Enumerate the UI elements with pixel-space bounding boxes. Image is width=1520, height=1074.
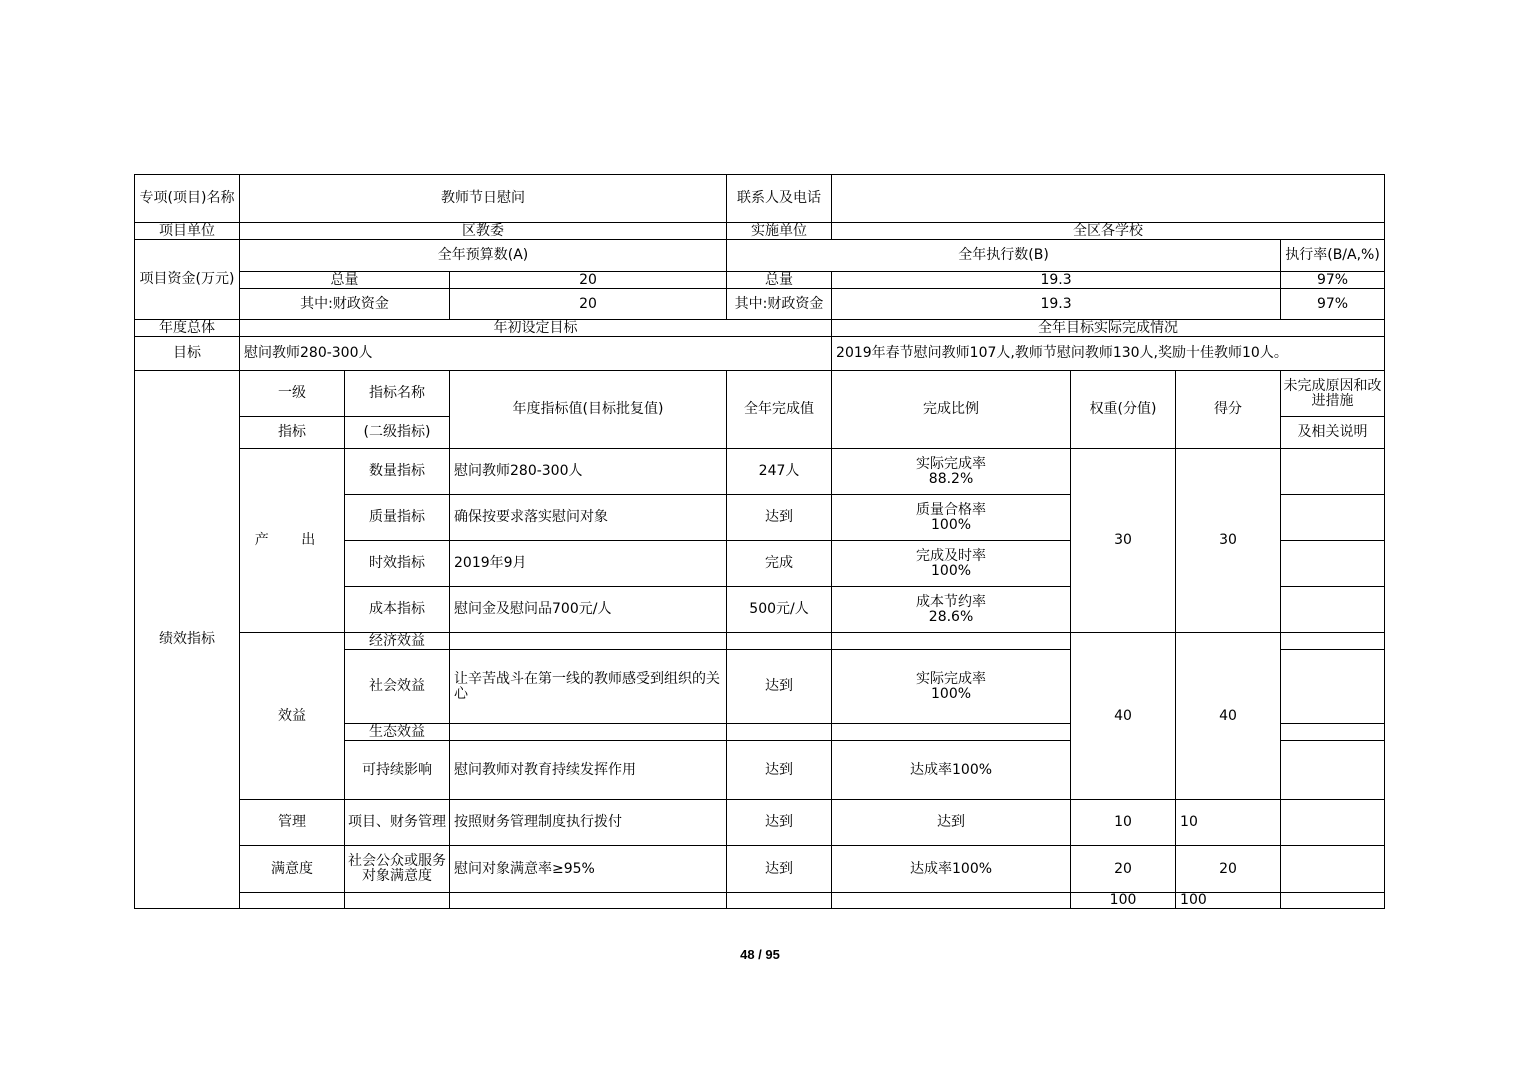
perf-section-label: 绩效指标 <box>135 371 240 909</box>
fiscal-label: 其中:财政资金 <box>240 289 450 320</box>
contact-value <box>832 175 1385 223</box>
benefit-score: 40 <box>1176 633 1281 800</box>
output-label: 产 出 <box>240 449 345 633</box>
social-benefit: 社会效益 <box>345 650 450 724</box>
indicator-reason <box>1281 449 1385 495</box>
ecological-ratio <box>832 724 1071 741</box>
project-name: 教师节日慰问 <box>240 175 727 223</box>
sustain-reason <box>1281 741 1385 800</box>
goals-label-bottom: 目标 <box>135 337 240 371</box>
table-row <box>135 449 1385 495</box>
economic-done <box>727 633 832 650</box>
project-unit: 区教委 <box>240 223 727 240</box>
management-done: 达到 <box>727 800 832 846</box>
sustain-ratio: 达成率100% <box>832 741 1071 800</box>
economic-target <box>450 633 727 650</box>
satisfaction-name: 社会公众或服务对象满意度 <box>345 846 450 893</box>
actual-result: 2019年春节慰问教师107人,教师节慰问教师130人,奖励十佳教师10人。 <box>832 337 1385 371</box>
totals-empty <box>727 893 832 909</box>
funds-label: 项目资金(万元) <box>135 240 240 320</box>
exec-header: 全年执行数(B) <box>727 240 1281 272</box>
budget-header: 全年预算数(A) <box>240 240 727 272</box>
indicator-name-header-a: 指标名称 <box>345 371 450 417</box>
output-weight: 30 <box>1071 449 1176 633</box>
satisfaction-ratio: 达成率100% <box>832 846 1071 893</box>
fiscal-rate: 97% <box>1281 289 1385 320</box>
indicator-ratio: 质量合格率 100% <box>832 495 1071 541</box>
initial-goal-header: 年初设定目标 <box>240 320 832 337</box>
satisfaction-done: 达到 <box>727 846 832 893</box>
ecological-reason <box>1281 724 1385 741</box>
management-reason <box>1281 800 1385 846</box>
impl-unit: 全区各学校 <box>832 223 1385 240</box>
table-row <box>135 800 1385 846</box>
performance-table <box>134 174 1385 909</box>
management-name: 项目、财务管理 <box>345 800 450 846</box>
satisfaction-target: 慰问对象满意率≥95% <box>450 846 727 893</box>
social-done: 达到 <box>727 650 832 724</box>
total-exec-label: 总量 <box>727 272 832 289</box>
indicator-target: 慰问教师280-300人 <box>450 449 727 495</box>
satisfaction-reason <box>1281 846 1385 893</box>
sustain-target: 慰问教师对教育持续发挥作用 <box>450 741 727 800</box>
fiscal-exec: 19.3 <box>832 289 1281 320</box>
total-rate: 97% <box>1281 272 1385 289</box>
satisfaction-label: 满意度 <box>240 846 345 893</box>
indicator-done: 达到 <box>727 495 832 541</box>
management-ratio: 达到 <box>832 800 1071 846</box>
ecological-done <box>727 724 832 741</box>
social-ratio: 实际完成率 100% <box>832 650 1071 724</box>
completion-ratio-header: 完成比例 <box>832 371 1071 449</box>
score-header: 得分 <box>1176 371 1281 449</box>
weight-header: 权重(分值) <box>1071 371 1176 449</box>
social-reason <box>1281 650 1385 724</box>
indicator-ratio: 完成及时率 100% <box>832 541 1071 587</box>
indicator-reason <box>1281 495 1385 541</box>
indicator-name: 质量指标 <box>345 495 450 541</box>
annual-value-header: 年度指标值(目标批复值) <box>450 371 727 449</box>
page-number: 48 / 95 <box>740 947 780 962</box>
total-weight: 100 <box>1071 893 1176 909</box>
indicator-name: 时效指标 <box>345 541 450 587</box>
satisfaction-weight: 20 <box>1071 846 1176 893</box>
fiscal-budget: 20 <box>450 289 727 320</box>
totals-empty <box>1281 893 1385 909</box>
indicator-name: 成本指标 <box>345 587 450 633</box>
satisfaction-score: 20 <box>1176 846 1281 893</box>
initial-goal: 慰问教师280-300人 <box>240 337 832 371</box>
indicator-target: 确保按要求落实慰问对象 <box>450 495 727 541</box>
project-unit-label: 项目单位 <box>135 223 240 240</box>
indicator-reason <box>1281 587 1385 633</box>
total-label: 总量 <box>240 272 450 289</box>
management-target: 按照财务管理制度执行拨付 <box>450 800 727 846</box>
total-exec: 19.3 <box>832 272 1281 289</box>
reason-header-b: 及相关说明 <box>1281 417 1385 449</box>
rate-header: 执行率(B/A,%) <box>1281 240 1385 272</box>
sustain-benefit: 可持续影响 <box>345 741 450 800</box>
economic-ratio <box>832 633 1071 650</box>
actual-goal-header: 全年目标实际完成情况 <box>832 320 1385 337</box>
totals-empty <box>450 893 727 909</box>
indicator-ratio: 成本节约率 28.6% <box>832 587 1071 633</box>
totals-empty <box>345 893 450 909</box>
goals-label-top: 年度总体 <box>135 320 240 337</box>
totals-row <box>135 893 1385 909</box>
reason-header-a: 未完成原因和改进措施 <box>1281 371 1385 417</box>
indicator-done: 完成 <box>727 541 832 587</box>
level1-header-a: 一级 <box>240 371 345 417</box>
management-score: 10 <box>1176 800 1281 846</box>
indicator-name: 数量指标 <box>345 449 450 495</box>
table-row <box>135 633 1385 650</box>
completed-value-header: 全年完成值 <box>727 371 832 449</box>
indicator-target: 2019年9月 <box>450 541 727 587</box>
ecological-benefit: 生态效益 <box>345 724 450 741</box>
benefit-label: 效益 <box>240 633 345 800</box>
indicator-target: 慰问金及慰问品700元/人 <box>450 587 727 633</box>
indicator-reason <box>1281 541 1385 587</box>
social-target: 让辛苦战斗在第一线的教师感受到组织的关心 <box>450 650 727 724</box>
output-score: 30 <box>1176 449 1281 633</box>
management-weight: 10 <box>1071 800 1176 846</box>
level1-header-b: 指标 <box>240 417 345 449</box>
total-score: 100 <box>1176 893 1281 909</box>
management-label: 管理 <box>240 800 345 846</box>
fiscal-exec-label: 其中:财政资金 <box>727 289 832 320</box>
totals-empty <box>832 893 1071 909</box>
table-row <box>135 846 1385 893</box>
indicator-done: 500元/人 <box>727 587 832 633</box>
benefit-weight: 40 <box>1071 633 1176 800</box>
economic-benefit: 经济效益 <box>345 633 450 650</box>
economic-reason <box>1281 633 1385 650</box>
totals-empty <box>240 893 345 909</box>
total-budget: 20 <box>450 272 727 289</box>
contact-label: 联系人及电话 <box>727 175 832 223</box>
impl-unit-label: 实施单位 <box>727 223 832 240</box>
sustain-done: 达到 <box>727 741 832 800</box>
ecological-target <box>450 724 727 741</box>
indicator-name-header-b: (二级指标) <box>345 417 450 449</box>
indicator-ratio: 实际完成率 88.2% <box>832 449 1071 495</box>
project-name-label: 专项(项目)名称 <box>135 175 240 223</box>
indicator-done: 247人 <box>727 449 832 495</box>
